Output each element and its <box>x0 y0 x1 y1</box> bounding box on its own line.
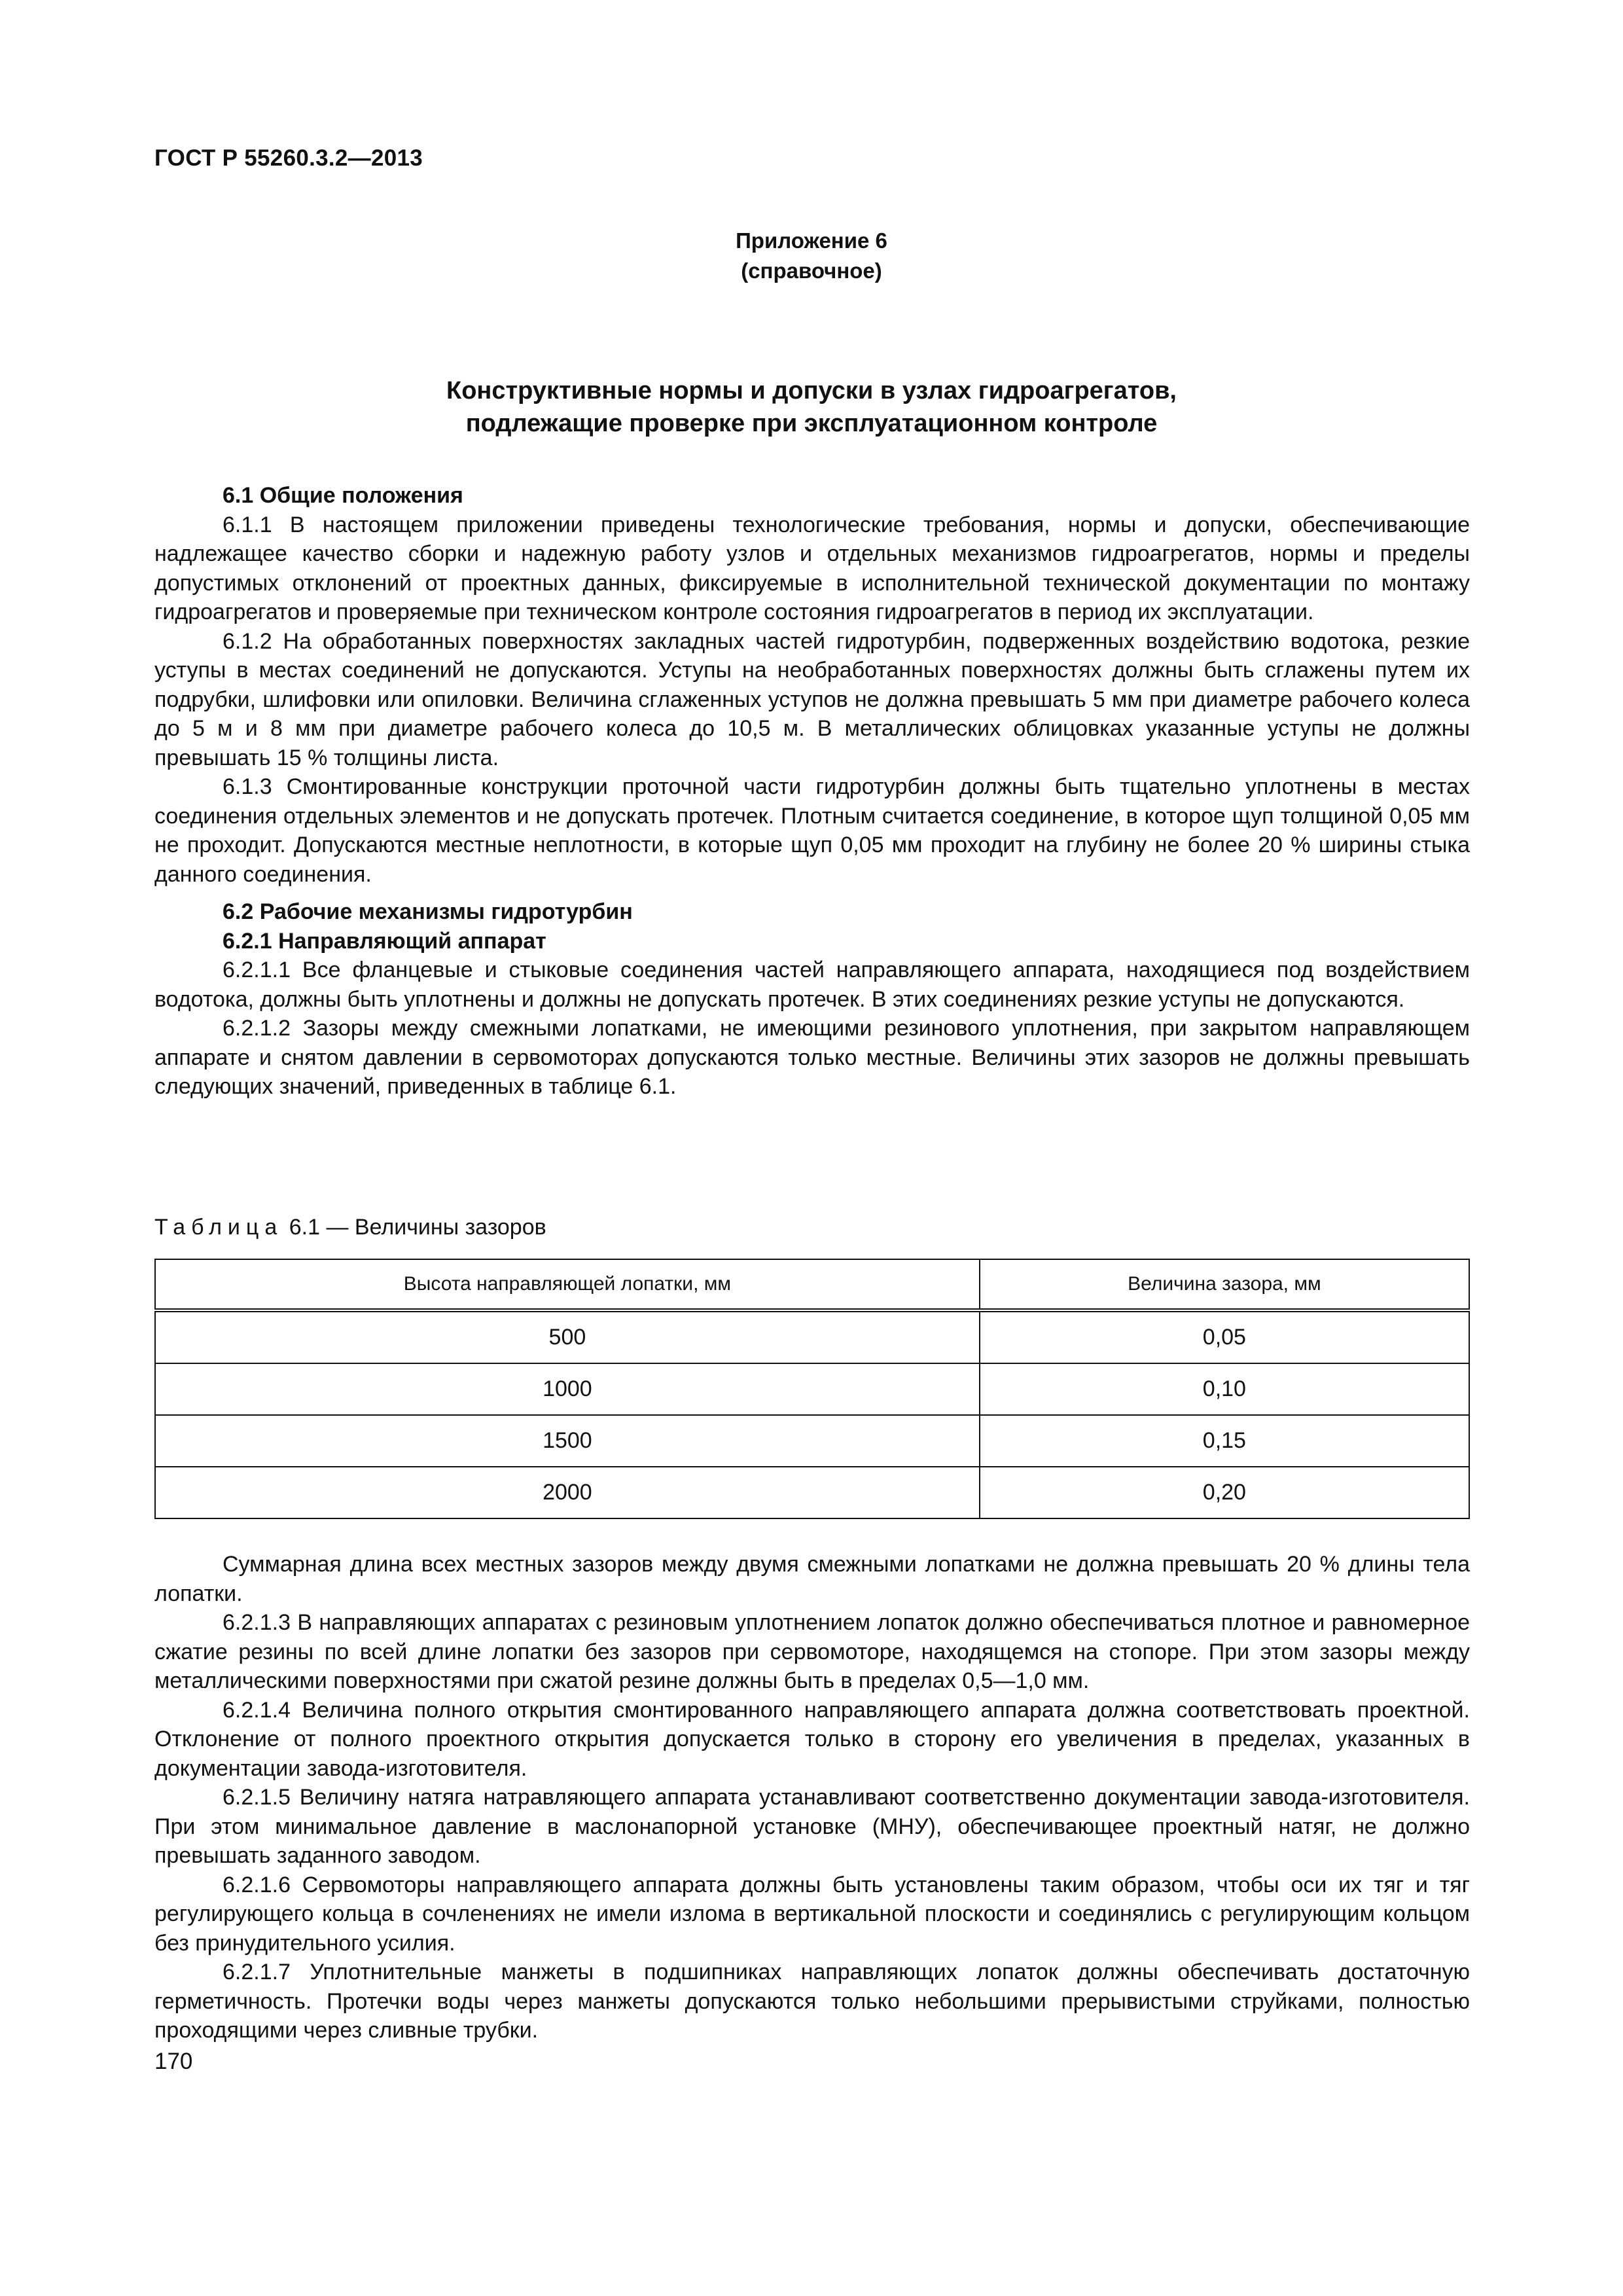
appendix-number: Приложение 6 <box>736 228 887 253</box>
table-row <box>155 1415 1469 1467</box>
paragraph: 6.1.2 На обработанных поверхностях закладных частей гидротурбин, подверженных воздействию водотока, резкие уступы в местах соединений не допускаются. Уступы на необработанных поверхностях должны быть сглажены путем их подрубки, шлифовки или опиловки. Величина сглаженных уступов не должна превышать 5 мм при диаметре рабочего колеса до 5 м и 8 мм при диаметре рабочего колеса до 10,5 м. В металлических облицовках указанные уступы не должны превышать 15 % толщины листа. <box>154 628 1470 770</box>
page-number: 170 <box>154 2049 193 2074</box>
table-cell: 1000 <box>155 1363 980 1415</box>
table-row <box>155 1310 1469 1363</box>
paragraph: 6.2.1.7 Уплотнительные манжеты в подшипниках направляющих лопаток должны обеспечивать достаточную герметичность. Протечки воды через манжеты допускаются только небольшими прерывистыми струйками, полностью проходящими через сливные трубки. <box>154 1960 1470 2043</box>
table-caption <box>154 1213 546 1242</box>
paragraph: 6.2.1.3 В направляющих аппаратах с резиновым уплотнением лопаток должно обеспечиваться плотное и равномерное сжатие резины по всей длине лопатки без зазоров при сервомоторе, находящемся на стопоре. При этом зазоры между металлическими поверхностями при сжатой резине должны быть в пределах 0,5—1,0 мм. <box>154 1610 1470 1693</box>
standard-code: ГОСТ Р 55260.3.2—2013 <box>154 145 423 171</box>
subsection-heading: 6.2.1 Направляющий аппарат <box>223 928 546 954</box>
table-cell: 1500 <box>155 1415 980 1467</box>
table-header-row <box>155 1259 1469 1310</box>
paragraph: 6.2.1.6 Сервомоторы направляющего аппарата должны быть установлены таким образом, чтобы оси их тяг и тяг регулирующего кольца в сочленениях не имели излома в вертикальной плоскости и соединялись с регулирующим кольцом без принудительного усилия. <box>154 1872 1470 1956</box>
title-line-2: подлежащие проверке при эксплуатационном контроле <box>465 410 1158 437</box>
table-cell: 0,05 <box>980 1310 1469 1363</box>
table-row <box>155 1363 1469 1415</box>
table-cell: 0,20 <box>980 1467 1469 1518</box>
column-header-blade-height: Высота направляющей лопатки, мм <box>155 1259 980 1310</box>
appendix-label <box>0 226 1623 286</box>
paragraph: 6.2.1.2 Зазоры между смежными лопатками, не имеющими резинового уплотнения, при закрытом направляющем аппарате и снятом давлении в сервомоторах допускаются только местные. Величины этих зазоров не должны превышать следующих значений, приведенных в таблице 6.1. <box>154 1016 1470 1099</box>
paragraph: 6.1.3 Смонтированные конструкции проточной части гидротурбин должны быть тщательно уплотнены в местах соединения отдельных элементов и не допускать протечек. Плотным считается соединение, в которое щуп толщиной 0,05 мм не проходит. Допускаются местные неплотности, в которые щуп 0,05 мм проходит на глубину не более 20 % ширины стыка данного соединения. <box>154 774 1470 887</box>
paragraph: 6.2.1.4 Величина полного открытия смонтированного направляющего аппарата должна соответствовать проектной. Отклонение от полного проектного открытия допускается только в сторону его увеличения в пределах, указанных в документации завода-изготовителя. <box>154 1697 1470 1781</box>
table-caption-text: 6.1 — Величины зазоров <box>283 1215 546 1240</box>
table-cell: 500 <box>155 1310 980 1363</box>
table-cell: 0,10 <box>980 1363 1469 1415</box>
paragraph: 6.2.1.5 Величину натяга натравляющего аппарата устанавливают соответственно документации завода-изготовителя. При этом минимальное давление в маслонапорной установке (МНУ), обеспечивающее проектный натяг, не должно превышать заданного заводом. <box>154 1785 1470 1868</box>
paragraph: Суммарная длина всех местных зазоров между двумя смежными лопатками не должна превышать 20 % длины тела лопатки. <box>154 1552 1470 1606</box>
table-row <box>155 1467 1469 1518</box>
table-caption-word: Таблица <box>154 1215 283 1240</box>
section-heading: 6.1 Общие положения <box>223 483 463 508</box>
section-heading: 6.2 Рабочие механизмы гидротурбин <box>223 899 633 924</box>
section-6-1-and-6-2 <box>154 481 1470 1102</box>
column-header-gap-value: Величина зазора, мм <box>980 1259 1469 1310</box>
paragraph: 6.1.1 В настоящем приложении приведены технологические требования, нормы и допуски, обеспечивающие надлежащее качество сборки и надежную работу узлов и отдельных механизмов гидроагрегатов, нормы и пределы допустимых отклонений от проектных данных, фиксируемые в исполнительной технической документации по монтажу гидроагрегатов и проверяемые при техническом контроле состояния гидроагрегатов в период их эксплуатации. <box>154 512 1470 624</box>
paragraph: 6.2.1.1 Все фланцевые и стыковые соединения частей направляющего аппарата, находящиеся под воздействием водотока, должны быть уплотнены и должны не допускать протечек. В этих соединениях резкие уступы не допускаются. <box>154 958 1470 1012</box>
table-cell: 0,15 <box>980 1415 1469 1467</box>
gap-values-table <box>154 1259 1470 1519</box>
table-cell: 2000 <box>155 1467 980 1518</box>
after-table-text <box>154 1550 1470 2045</box>
page-title <box>0 374 1623 440</box>
title-line-1: Конструктивные нормы и допуски в узлах гидроагрегатов, <box>446 377 1177 404</box>
appendix-type: (справочное) <box>741 259 882 283</box>
